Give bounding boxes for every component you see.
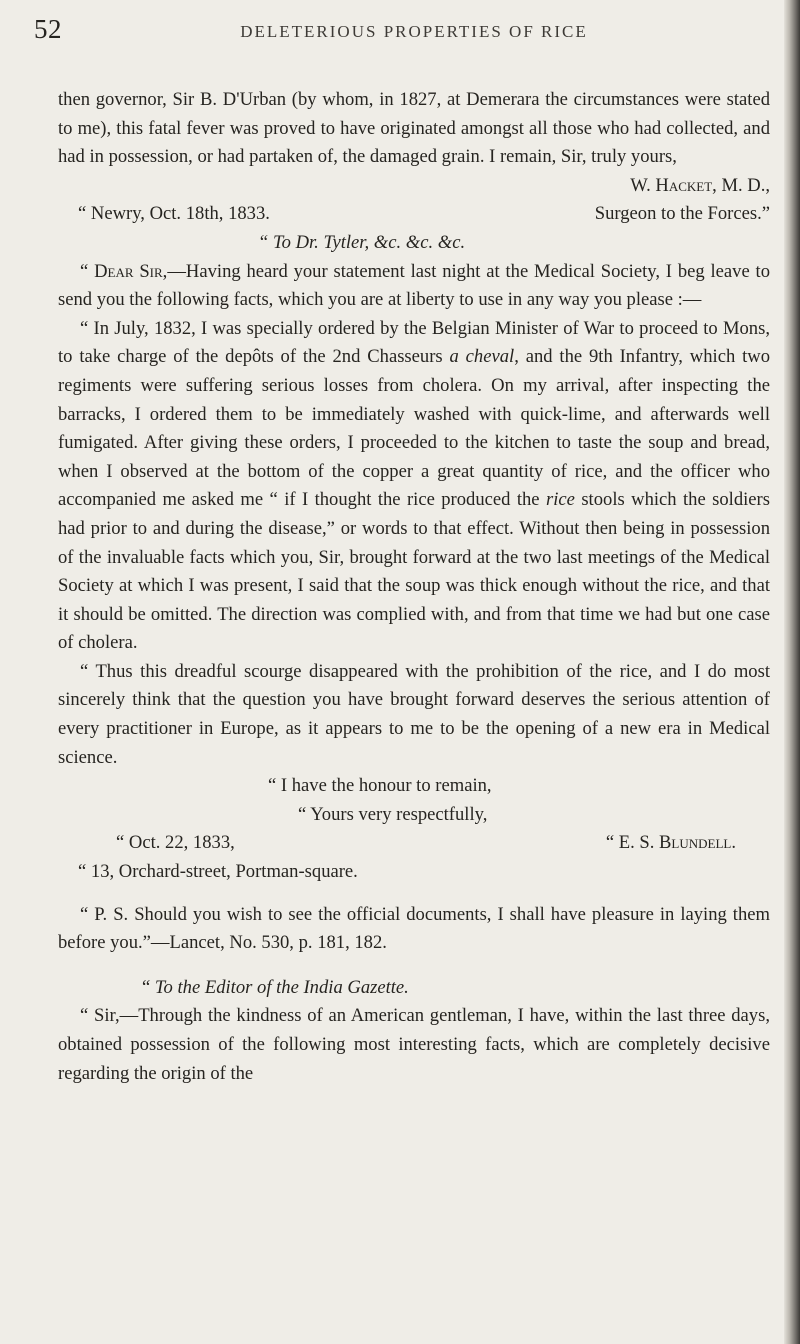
body-text: [58, 86, 770, 1088]
letter2-para2: “ In July, 1832, I was specially ordered by the Belgian Minister of War to proceed to Mons, to take charge of the depôts of the 2nd Chasseurs a cheval, and the 9th Infantry, which two regiments were suffering serious losses from cholera. On my arrival, after inspecting the barracks, I ordered them to be immediately washed with quick-lime, and afterwards well fumigated. After giving these orders, I proceeded to the kitchen to taste the soup and bread, when I observed at the bottom of the copper a great quantity of rice, and the officer who accompanied me asked me “ if I thought the rice produced the rice stools which the soldiers had prior to and during the disease,” or words to that effect. Without then being in possession of the invaluable facts which you, Sir, brought forward at the two last meetings of the Medical Society at which I was present, I said that the soup was thick enough without the rice, and that it should be omitted. The direction was complied with, and from that time we had but one case of cholera.: [58, 317, 770, 654]
letter2-salutation: Dear Sir,: [94, 260, 168, 282]
letter1-signature-title: Surgeon to the Forces.”: [594, 203, 770, 225]
letter2-street-address: “ 13, Orchard-street, Portman-square.: [78, 861, 358, 883]
letter2-para1: “ Dear Sir,—Having heard your statement last night at the Medical Society, I beg leave to send you the following facts, which you are at liberty to use in any way you please :—: [58, 260, 770, 311]
letter3-address: “ To the Editor of the India Gazette.: [142, 976, 409, 998]
letter3-para1: “ Sir,—Through the kindness of an American gentleman, I have, within the last three days, obtained possession of the following most interesting facts, which are completely decisive regarding the origin of the: [58, 1005, 770, 1084]
letter1-place-date: “ Newry, Oct. 18th, 1833.: [78, 203, 270, 225]
letter2-closing1: “ I have the honour to remain,: [268, 775, 492, 797]
page-number: 52: [34, 14, 62, 44]
page-header: [34, 14, 764, 54]
letter2-date-signature: [58, 829, 770, 858]
page-edge-shadow: [784, 0, 800, 1344]
letter2-signature: “ E. S. Blundell.: [605, 832, 736, 854]
letter1-signoff: [58, 200, 770, 229]
running-head: DELETERIOUS PROPERTIES OF RICE: [240, 22, 588, 41]
letter2-postscript: “ P. S. Should you wish to see the official documents, I shall have pleasure in laying them before you.”—Lancet, No. 530, p. 181, 182.: [58, 903, 770, 954]
letter2-address: “ To Dr. Tytler, &c. &c. &c.: [258, 231, 466, 253]
letter2-para3: “ Thus this dreadful scourge disappeared with the prohibition of the rice, and I do most sincerely think that the question you have brought forward deserves the serious attention of every practitioner in Europe, as it appears to me to be the opening of a new era in Medical science.: [58, 660, 770, 768]
letter2-date: “ Oct. 22, 1833,: [116, 832, 235, 854]
letter1-paragraph: then governor, Sir B. D'Urban (by whom, in 1827, at Demerara the circumstances were stated to me), this fatal fever was proved to have originated amongst all those who had collected, and had in possession, or had partaken of, the damaged grain. I remain, Sir, truly yours,: [58, 89, 770, 168]
letter2-closing2: “ Yours very respectfully,: [298, 803, 488, 825]
letter1-signature-name: W. Hacket, M. D.,: [630, 174, 770, 196]
